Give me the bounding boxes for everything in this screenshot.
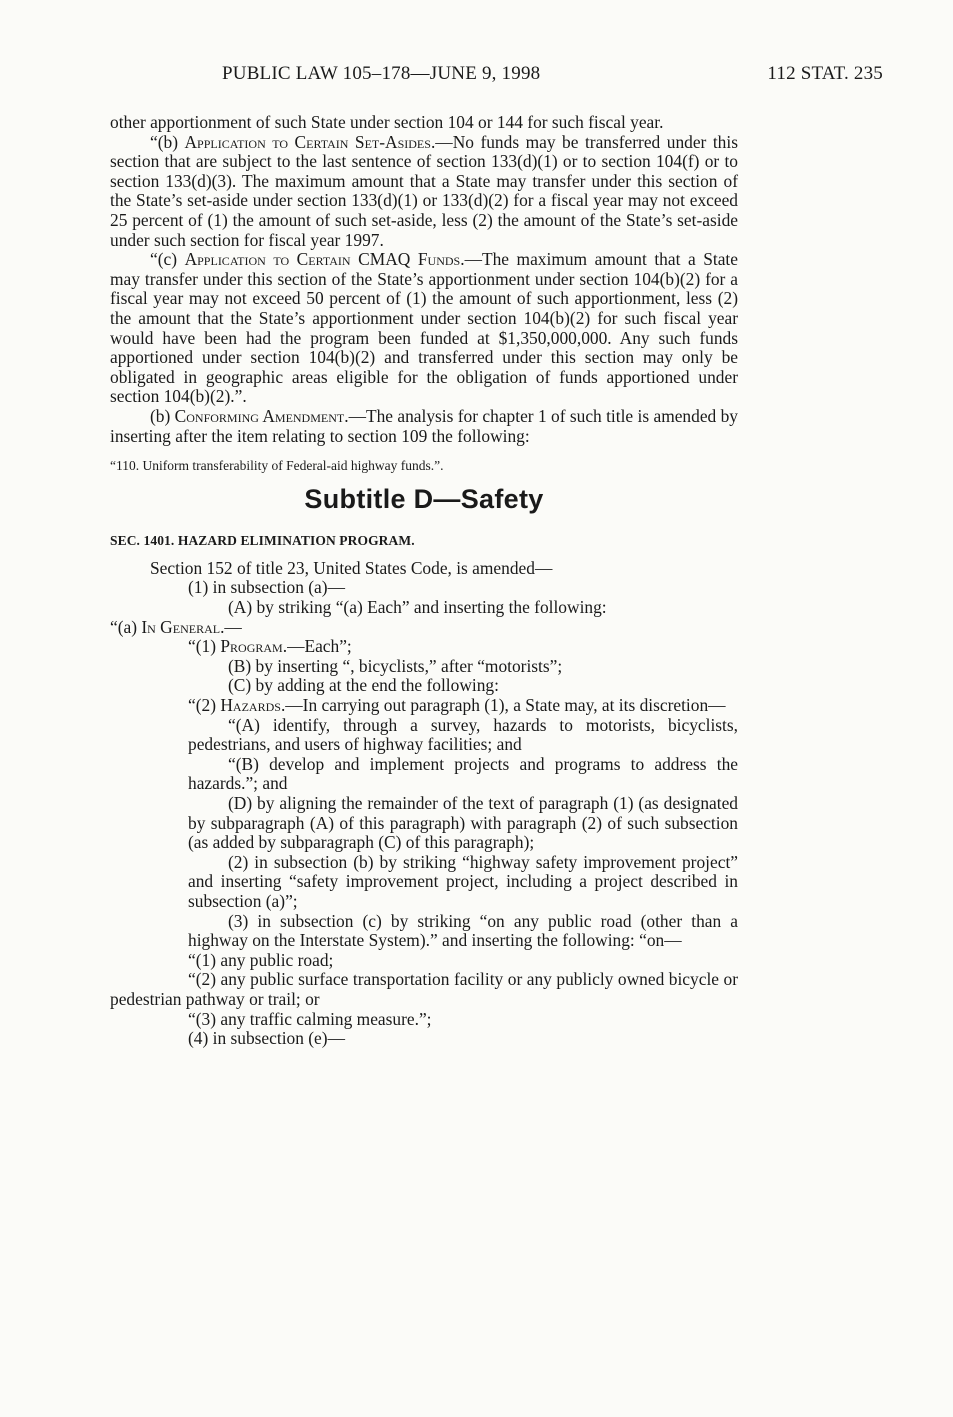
section-heading: SEC. 1401. HAZARD ELIMINATION PROGRAM. [110,533,415,549]
list-item: (D) by aligning the remainder of the text of paragraph (1) (as designated by subparagraph (A) of this paragraph) with paragraph (2) of such subsection (as added by subparagraph (C) of this paragraph); [188,793,738,853]
subtitle-heading: Subtitle D—Safety [304,483,544,514]
paragraph-cmaq-funds: “(c) Application to Certain CMAQ Funds.—The maximum amount that a State may transfer under this section of the State’s apportionment under section 104(b)(2) for a fiscal year may not exceed 50 percent of (1) the amount of such apportionment, less (2) the amount that the State’s apportionment under section 104(b)(2) for such fiscal year would have been had the program been funded at $1,350,000,000. Any such funds apportioned under section 104(b)(2) and transferred under this section may only be obligated in geographic areas eligible for the obligation of funds apportioned under section 104(b)(2).”. [110,249,738,407]
paragraph-continuation: other apportionment of such State under section 104 or 144 for such fiscal year. [110,112,664,132]
inserted-paragraph: “(1) any public road; [188,949,334,970]
paragraph-heading: Application to Certain CMAQ Funds [184,249,461,270]
inserted-paragraph: “(2) Hazards.—In carrying out paragraph (1), a State may, at its discretion— [188,695,726,716]
inserted-paragraph: “(3) any traffic calming measure.”; [188,1008,432,1029]
header-title: PUBLIC LAW 105–178—JUNE 9, 1998 [222,63,541,84]
list-item: (3) in subsection (c) by striking “on any public road (other than a highway on the Interstate System).” and inserting the following: “on— [188,910,738,951]
list-item: (C) by adding at the end the following: [228,675,499,696]
document-body [110,113,738,1049]
paragraph-heading: Application to Certain Set-Asides [184,131,431,152]
list-item: (2) in subsection (b) by striking “highway safety improvement project” and inserting “safety improvement project, including a project described in subsection (a)”; [188,851,738,911]
list-item: (B) by inserting “, bicyclists,” after “motorists”; [228,655,563,676]
paragraph-set-asides: “(b) Application to Certain Set-Asides.—No funds may be transferred under this section that are subject to the last sentence of section 133(d)(1) or to section 104(f) or to section 133(d)(3). The maximum amount that a State may transfer under this section of the State’s set-aside under section 133(d)(1) or 133(d)(2) for a fiscal year may not exceed 25 percent of (1) the amount of such set-aside, less (2) the amount of the State’s set-aside under such section for fiscal year 1997. [110,131,738,250]
section-intro: Section 152 of title 23, United States Code, is amended— [150,557,553,578]
inserted-subparagraph: “(A) identify, through a survey, hazards to motorists, bicyclists, pedestrians, and users of highway facilities; and [188,714,738,755]
analysis-item-entry: “110. Uniform transferability of Federal-aid highway funds.”. [110,458,444,474]
running-header [222,63,883,89]
paragraph-conforming-amendment: (b) Conforming Amendment.—The analysis for chapter 1 of such title is amended by inserting after the item relating to section 109 the following: [110,405,738,446]
inserted-heading: “(a) In General.— [110,616,242,637]
inserted-paragraph: “(1) Program.—Each”; [188,636,352,657]
inserted-subparagraph: “(B) develop and implement projects and programs to address the hazards.”; and [188,753,738,794]
paragraph-heading: Conforming Amendment [174,405,345,426]
list-item: (1) in subsection (a)— [188,577,345,598]
statute-page-number: 112 STAT. 235 [767,63,883,84]
list-item: (4) in subsection (e)— [188,1028,345,1049]
inserted-paragraph: “(2) any public surface transportation facility or any publicly owned bicycle or pedestrian pathway or trail; or [110,969,738,1009]
list-item: (A) by striking “(a) Each” and inserting the following: [228,597,607,618]
